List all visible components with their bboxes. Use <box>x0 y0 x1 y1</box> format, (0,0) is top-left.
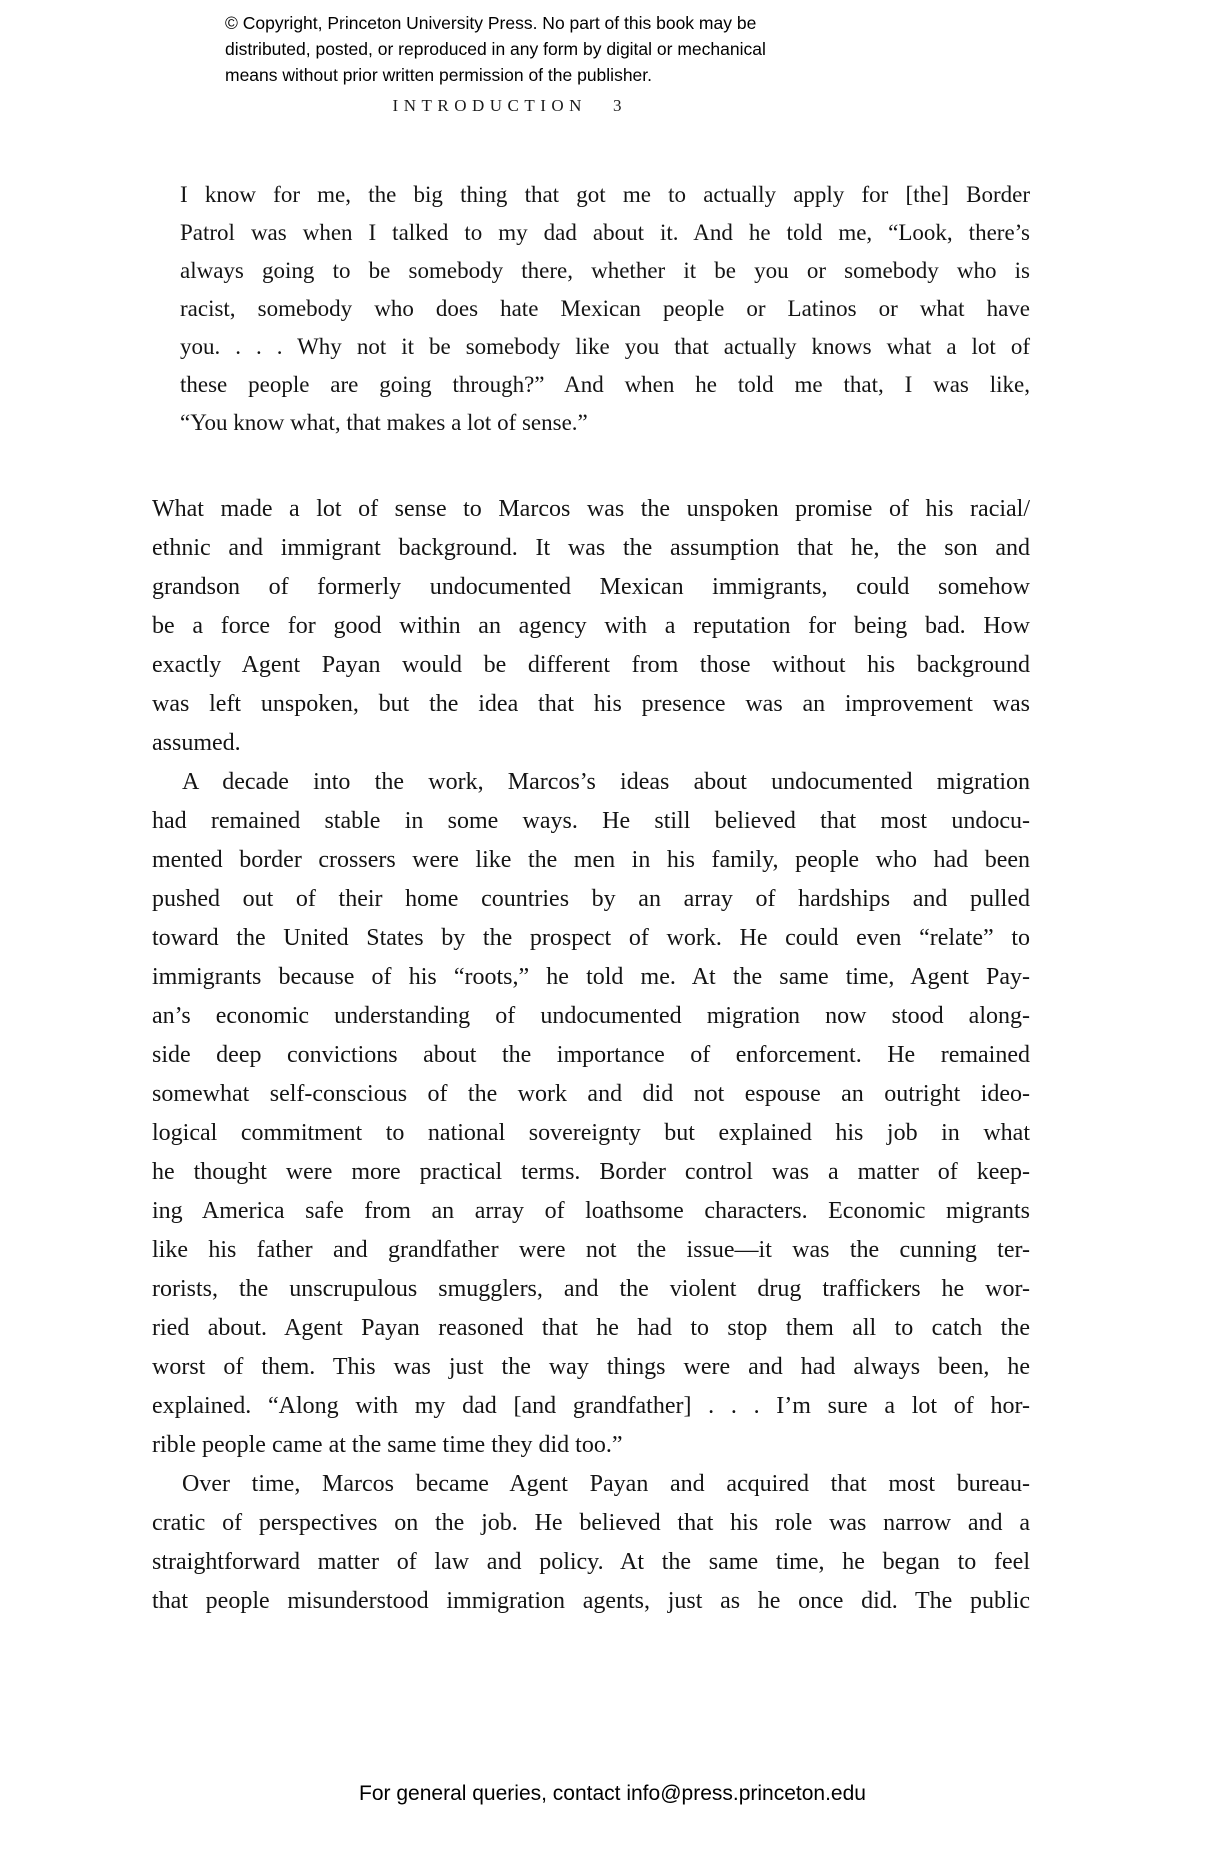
block-quote <box>180 176 1030 442</box>
text-line: straightforward matter of law and policy. At the same time, he began to feel <box>152 1549 1030 1575</box>
text-line: somewhat self-conscious of the work and did not espouse an outright ideo- <box>152 1081 1030 1107</box>
text-line: immigrants because of his “roots,” he told me. At the same time, Agent Pay- <box>152 964 1030 990</box>
paragraph <box>152 763 1030 1465</box>
text-line: he thought were more practical terms. Border control was a matter of keep- <box>152 1159 1030 1185</box>
paragraph <box>152 490 1030 763</box>
text-line: side deep convictions about the importance of enforcement. He remained <box>152 1042 1030 1068</box>
text-line: distributed, posted, or reproduced in any form by digital or mechanical <box>225 39 766 59</box>
text-line: like his father and grandfather were not the issue—it was the cunning ter- <box>152 1237 1030 1263</box>
body-text <box>152 490 1030 1621</box>
text-line: Patrol was when I talked to my dad about it. And he told me, “Look, there’s <box>180 220 1030 245</box>
text-line: © Copyright, Princeton University Press. No part of this book may be <box>225 13 757 33</box>
text-line: ried about. Agent Payan reasoned that he had to stop them all to catch the <box>152 1315 1030 1341</box>
paragraph <box>152 1465 1030 1621</box>
text-line: logical commitment to national sovereignty but explained his job in what <box>152 1120 1030 1146</box>
text-line: mented border crossers were like the men in his family, people who had been <box>152 847 1030 873</box>
text-line: was left unspoken, but the idea that his presence was an improvement was <box>152 691 1030 717</box>
text-line: exactly Agent Payan would be different from those without his background <box>152 652 1030 678</box>
text-line: “You know what, that makes a lot of sense.” <box>180 410 588 435</box>
text-line: racist, somebody who does hate Mexican people or Latinos or what have <box>180 296 1030 321</box>
text-line: assumed. <box>152 730 241 756</box>
text-line: means without prior written permission of the publisher. <box>225 65 653 85</box>
text-line: I know for me, the big thing that got me to actually apply for [the] Border <box>180 182 1030 207</box>
text-line: be a force for good within an agency with a reputation for being bad. How <box>152 613 1030 639</box>
text-line: explained. “Along with my dad [and grandfather] . . . I’m sure a lot of hor- <box>152 1393 1030 1419</box>
text-line: rorists, the unscrupulous smugglers, and the violent drug traffickers he wor- <box>152 1276 1030 1302</box>
text-line: ethnic and immigrant background. It was the assumption that he, the son and <box>152 535 1030 561</box>
copyright-notice <box>225 10 865 88</box>
text-line: cratic of perspectives on the job. He believed that his role was narrow and a <box>152 1510 1030 1536</box>
text-line: that people misunderstood immigration agents, just as he once did. The public <box>152 1588 1030 1614</box>
text-line: toward the United States by the prospect of work. He could even “relate” to <box>152 925 1030 951</box>
text-line: these people are going through?” And when he told me that, I was like, <box>180 372 1030 397</box>
text-line: rible people came at the same time they did too.” <box>152 1432 623 1458</box>
chapter-title: INTRODUCTION <box>392 96 587 115</box>
text-line: you. . . . Why not it be somebody like you that actually knows what a lot of <box>180 334 1030 359</box>
text-line: had remained stable in some ways. He still believed that most undocu- <box>152 808 1030 834</box>
text-line: grandson of formerly undocumented Mexican immigrants, could somehow <box>152 574 1030 600</box>
text-line: always going to be somebody there, whether it be you or somebody who is <box>180 258 1030 283</box>
text-line: an’s economic understanding of undocumented migration now stood along- <box>152 1003 1030 1029</box>
text-line: Over time, Marcos became Agent Payan and acquired that most bureau- <box>182 1471 1030 1497</box>
text-line: worst of them. This was just the way things were and had always been, he <box>152 1354 1030 1380</box>
text-line: ing America safe from an array of loathsome characters. Economic migrants <box>152 1198 1030 1224</box>
page-number: 3 <box>612 96 622 115</box>
text-line: What made a lot of sense to Marcos was the unspoken promise of his racial/ <box>152 496 1030 522</box>
text-line: pushed out of their home countries by an array of hardships and pulled <box>152 886 1030 912</box>
footer-contact: For general queries, contact info@press.princeton.edu <box>359 1782 866 1805</box>
running-head <box>152 96 862 116</box>
text-line: A decade into the work, Marcos’s ideas about undocumented migration <box>182 769 1030 795</box>
